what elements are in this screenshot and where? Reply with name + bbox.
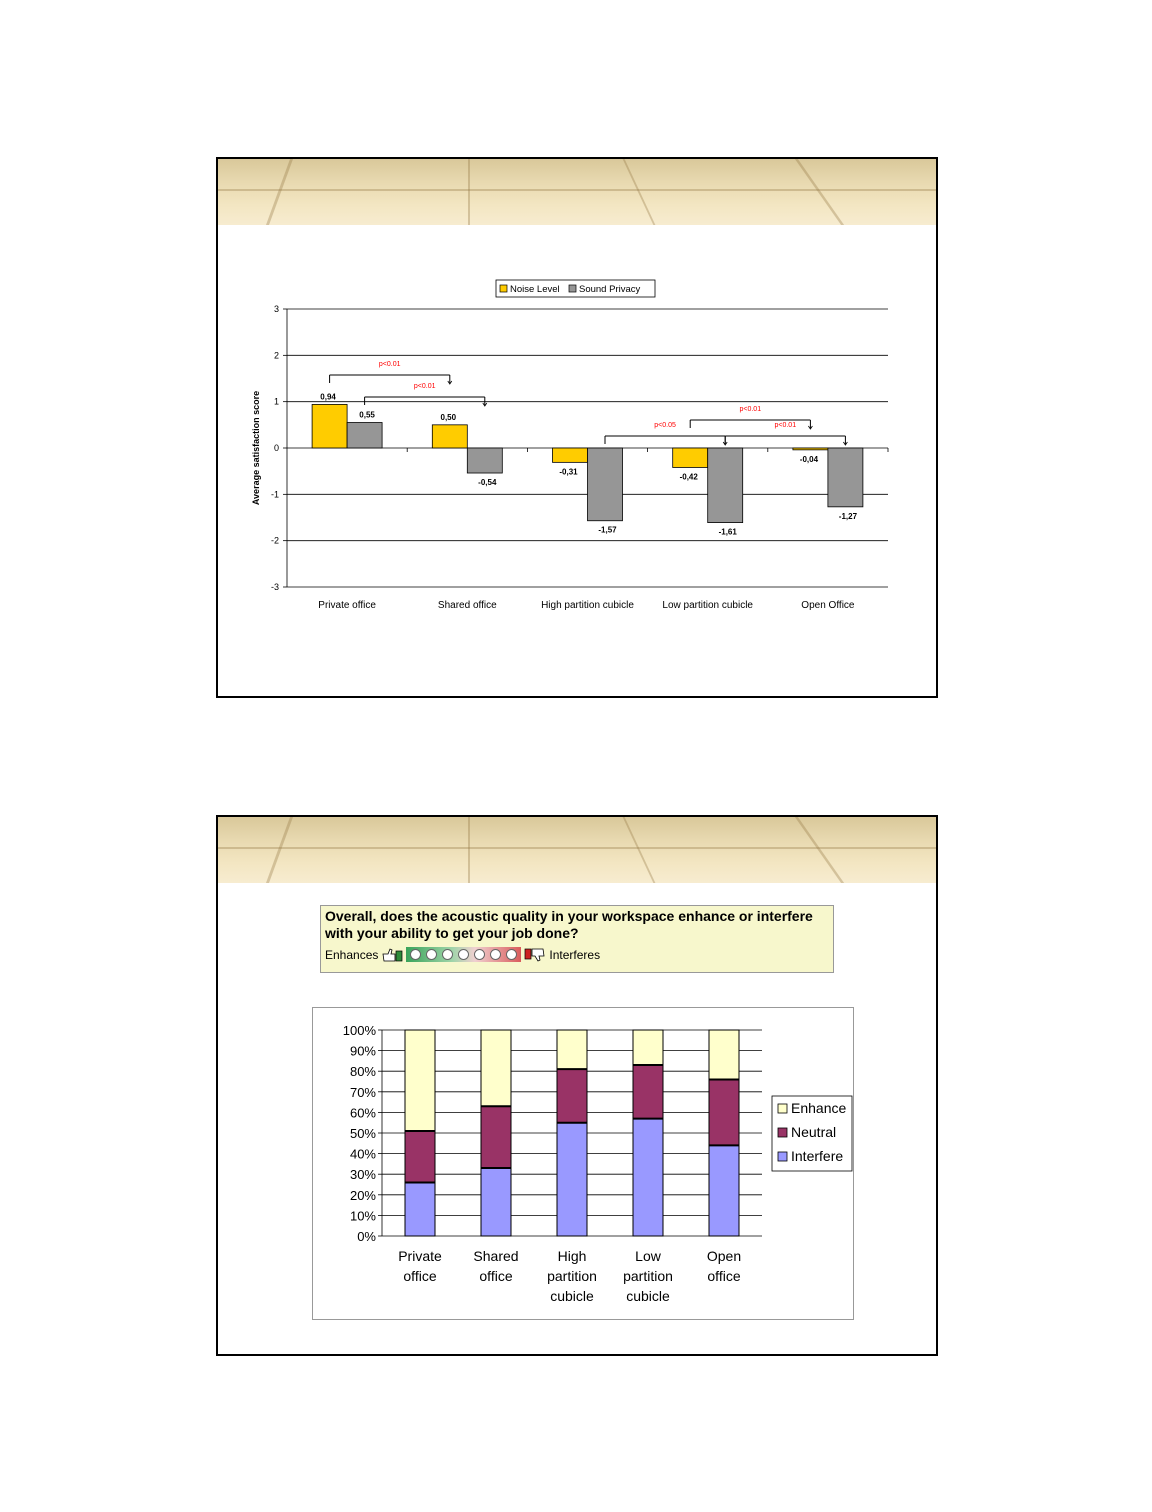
p-value-label: p<0.01 [413, 383, 436, 390]
y-tick-label: 90% [349, 1043, 376, 1059]
p-value-label: p<0.01 [378, 361, 401, 368]
y-tick-label: 2 [273, 350, 279, 361]
stacked-bar-neutral [405, 1131, 435, 1183]
bar-noise-level [673, 448, 708, 467]
x-tick-label: Low [635, 1248, 661, 1264]
significance-bracket [605, 436, 727, 445]
y-tick-label: 100% [342, 1023, 376, 1038]
x-tick-label: Open Office [801, 600, 855, 611]
significance-bracket [725, 436, 847, 445]
p-value-label: p<0.01 [774, 422, 797, 429]
rating-radio-3[interactable] [442, 949, 453, 960]
bar-noise-level [432, 425, 467, 448]
y-tick-label: 50% [349, 1126, 376, 1141]
bar-sound-privacy [347, 423, 382, 448]
survey-question-line-2: with your ability to get your job done? [325, 925, 579, 941]
stacked-bar-interfere [481, 1168, 511, 1236]
y-tick-label: 30% [349, 1167, 376, 1183]
x-tick-label: Private office [318, 600, 376, 611]
x-tick-label: Shared [473, 1248, 519, 1264]
rating-radio-1[interactable] [410, 949, 421, 960]
data-label: -0,54 [478, 478, 497, 488]
acoustic-chart-frame [312, 1007, 854, 1320]
y-tick-label: 40% [349, 1146, 376, 1162]
p-value-label: p<0.05 [654, 422, 676, 429]
data-label: -0,04 [799, 454, 819, 464]
bar-sound-privacy [708, 448, 743, 523]
slide-noise-privacy [216, 157, 938, 698]
x-tick-label: Private [398, 1248, 442, 1264]
bar-noise-level [553, 448, 588, 462]
y-tick-label: -2 [270, 535, 279, 546]
legend-swatch-sound-privacy [569, 285, 576, 292]
stacked-bar-neutral [633, 1065, 663, 1119]
data-label: 0,94 [320, 392, 336, 402]
data-label: -1,61 [718, 527, 737, 537]
y-tick-label: 80% [349, 1064, 376, 1080]
rating-radio-7[interactable] [506, 949, 517, 960]
stacked-bar-enhance [557, 1030, 587, 1069]
y-tick-label: 0% [357, 1229, 376, 1244]
data-label: 0,55 [359, 410, 375, 420]
legend-label: Sound Privacy [579, 284, 641, 295]
y-tick-label: 60% [349, 1105, 376, 1121]
legend [496, 280, 655, 297]
x-tick-label: partition [547, 1268, 597, 1284]
rating-radio-6[interactable] [490, 949, 501, 960]
y-tick-label: 70% [349, 1084, 376, 1100]
legend-swatch-noise-level [500, 285, 507, 292]
satisfaction-bar-chart [218, 159, 936, 696]
stacked-bar-neutral [481, 1106, 511, 1168]
survey-question-line-1: Overall, does the acoustic quality in your workspace enhance or interfere [325, 908, 813, 924]
x-tick-label: Shared office [437, 600, 497, 611]
acoustic-stacked-bar-chart [313, 1008, 853, 1319]
stacked-bar-interfere [709, 1145, 739, 1236]
legend-swatch-enhance [778, 1104, 787, 1113]
stacked-bar-neutral [709, 1079, 739, 1145]
x-tick-label: High [557, 1248, 587, 1264]
y-tick-label: 10% [349, 1208, 376, 1224]
y-tick-label: 20% [349, 1187, 376, 1203]
x-tick-label: Low partition cubicle [662, 600, 754, 611]
bar-sound-privacy [467, 448, 502, 473]
survey-question-box [320, 905, 834, 973]
x-tick-label: office [403, 1268, 437, 1284]
rating-radio-2[interactable] [426, 949, 437, 960]
p-value-label: p<0.01 [739, 406, 762, 413]
stacked-bar-enhance [633, 1030, 663, 1065]
rating-radio-5[interactable] [474, 949, 485, 960]
data-label: -0,31 [559, 467, 578, 477]
x-tick-label: office [707, 1268, 741, 1284]
data-label: -1,57 [598, 525, 617, 535]
stacked-bar-interfere [633, 1119, 663, 1236]
legend-swatch-interfere [778, 1152, 787, 1161]
y-tick-label: 3 [273, 304, 279, 314]
legend [772, 1096, 852, 1171]
stacked-bar-neutral [557, 1069, 587, 1123]
y-tick-label: 0 [273, 443, 279, 453]
rating-radio-4[interactable] [458, 949, 469, 960]
stacked-bar-interfere [405, 1182, 435, 1236]
scale-right-label: Interferes [549, 947, 601, 962]
legend-swatch-neutral [778, 1128, 787, 1137]
y-axis-title: Average satisfaction score [251, 390, 261, 506]
x-tick-label: cubicle [626, 1288, 670, 1304]
stacked-bar-enhance [709, 1030, 739, 1079]
thumbs-up-icon [381, 948, 403, 962]
slide-banner [218, 817, 936, 883]
rating-scale [406, 947, 521, 962]
thumbs-down-icon [524, 948, 546, 962]
data-label: -0,42 [679, 472, 698, 482]
stacked-bar-interfere [557, 1123, 587, 1236]
scale-left-label: Enhances [325, 947, 379, 962]
legend-label: Enhance [791, 1100, 847, 1116]
survey-scale [325, 947, 829, 962]
bar-noise-level [312, 404, 347, 448]
y-tick-label: -1 [270, 489, 279, 500]
bar-sound-privacy [588, 448, 623, 521]
x-tick-label: office [479, 1268, 513, 1284]
bar-noise-level [793, 448, 828, 450]
x-tick-label: High partition cubicle [541, 600, 634, 611]
legend-label: Noise Level [510, 284, 560, 295]
bar-sound-privacy [828, 448, 863, 507]
legend-label: Neutral [791, 1124, 837, 1140]
data-label: -1,27 [838, 511, 858, 521]
legend-label: Interfere [791, 1148, 844, 1164]
stacked-bar-enhance [405, 1030, 435, 1131]
y-tick-label: -3 [270, 582, 279, 592]
x-tick-label: cubicle [550, 1288, 594, 1304]
x-tick-label: Open [706, 1248, 742, 1264]
data-label: 0,50 [440, 412, 457, 422]
stacked-bar-enhance [481, 1030, 511, 1106]
x-tick-label: partition [623, 1268, 673, 1284]
slide-acoustic-quality [216, 815, 938, 1356]
y-tick-label: 1 [273, 396, 279, 407]
